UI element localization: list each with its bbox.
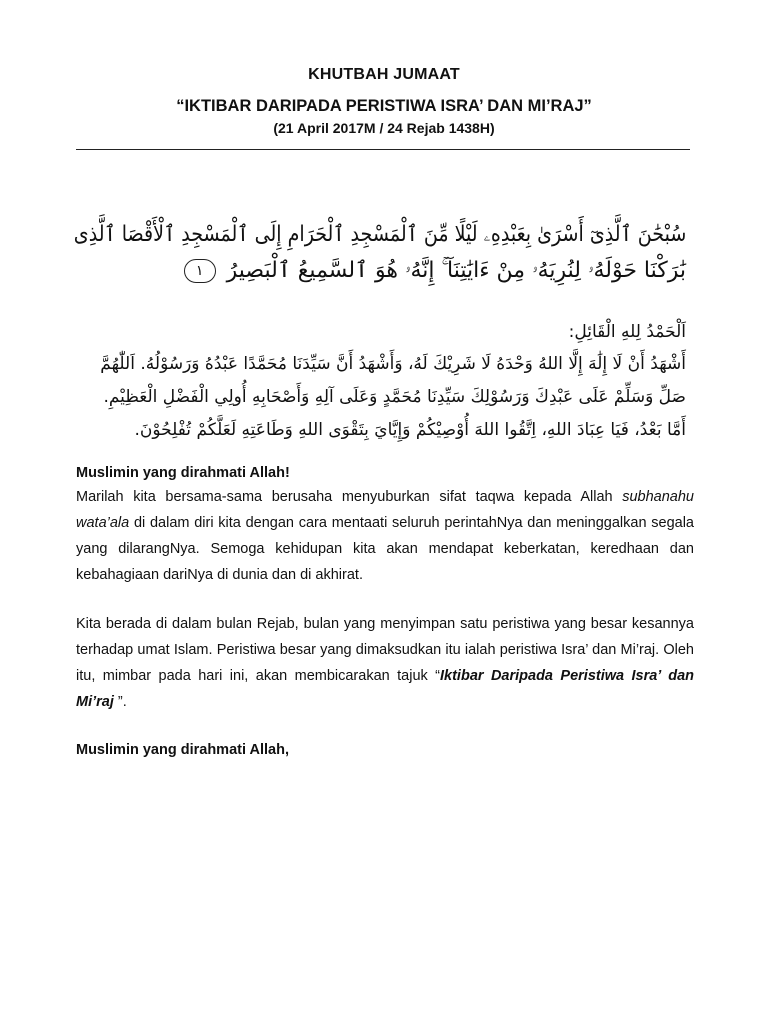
sermon-date: (21 April 2017M / 24 Rejab 1438H) <box>273 120 495 136</box>
page-title: KHUTBAH JUMAAT <box>308 66 460 83</box>
quran-verse-line-2 <box>184 258 686 283</box>
paragraph-text: Marilah kita bersama-sama berusaha menyuburkan sifat taqwa kepada Allah <box>76 489 623 505</box>
arabic-taqwa-line: أَمَّا بَعْدُ، فَيَا عِبَادَ اللهِ، اِتَّقُوا اللهَ أُوْصِيْكُمْ وَإِيَّايَ بِتَقْوَى اللهِ وَطَاعَتِهِ لَعَلَّكُمْ تُفْلِحُوْنَ. <box>134 420 686 440</box>
sermon-subtitle: “IKTIBAR DARIPADA PERISTIWA ISRA’ DAN MI’RAJ” <box>176 97 592 115</box>
paragraph-italic-phrase: subhanahu wata’ala <box>76 489 694 531</box>
quran-verse-text: بَٰرَكْنَا حَوْلَهُۥ لِنُرِيَهُۥ مِنْ ءَايَٰتِنَآ ۚ إِنَّهُۥ هُوَ ٱلسَّمِيعُ ٱلْبَصِيرُ <box>226 258 686 283</box>
paragraph-taqwa <box>76 484 694 588</box>
arabic-praise-line: اَلْحَمْدُ لِلهِ الْقَائِلِ: <box>568 322 686 342</box>
header-divider <box>76 149 690 150</box>
sermon-topic-title: Iktibar Daripada Peristiwa Isra’ dan Mi’raj <box>76 668 695 710</box>
paragraph-text: ”. <box>113 694 127 710</box>
quran-verse-line-1: سُبْحَٰنَ ٱلَّذِىٓ أَسْرَىٰ بِعَبْدِهِۦ لَيْلًا مِّنَ ٱلْمَسْجِدِ ٱلْحَرَامِ إِلَى ٱلْمَسْجِدِ ٱلْأَقْصَا ٱلَّذِى <box>73 222 686 247</box>
paragraph-rejab <box>76 611 694 715</box>
section-heading-2: Muslimin yang dirahmati Allah, <box>76 742 289 758</box>
section-heading-1: Muslimin yang dirahmati Allah! <box>76 465 290 481</box>
paragraph-text: di dalam diri kita dengan cara mentaati seluruh perintahNya dan meninggalkan segala yang dilarangNya. Semoga kehidupan kita akan mendapat keberkatan, keredhaan dan kebahagiaan dariNya di dunia dan di akhirat. <box>76 515 694 583</box>
paragraph-text: Kita berada di dalam bulan Rejab, bulan yang menyimpan satu peristiwa yang besar kesannya terhadap umat Islam. Peristiwa besar yang dimaksudkan itu ialah peristiwa Isra’ dan Mi’raj. Oleh itu, mimbar pada hari ini, akan membicarakan tajuk “ <box>76 616 694 684</box>
arabic-salawat-line: صَلِّ وَسَلِّمْ عَلَى عَبْدِكَ وَرَسُوْلِكَ سَيِّدِنَا مُحَمَّدٍ وَعَلَى آلِهِ وَأَصْحَابِهِ أُولِي الْفَضْلِ الْعَظِيْمِ. <box>103 387 686 407</box>
arabic-shahadah-line: أَشْهَدُ أَنْ لَا إِلَٰهَ إِلَّا اللهُ وَحْدَهُ لَا شَرِيْكَ لَهُ، وَأَشْهَدُ أَنَّ سَيِّدَنَا مُحَمَّدًا عَبْدُهُ وَرَسُوْلُهُ. اَللّٰهُمَّ <box>100 354 686 374</box>
ayah-number-marker: ١ <box>184 259 216 283</box>
